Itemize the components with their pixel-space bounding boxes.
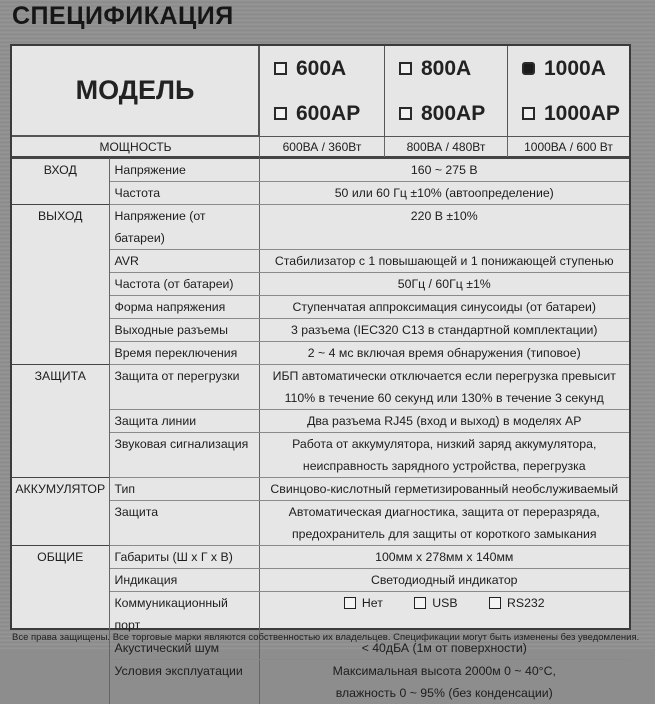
param-value: 50 или 60 Гц ±10% (автоопределение)	[259, 182, 629, 205]
param-value	[259, 592, 629, 637]
checkbox-icon[interactable]	[344, 597, 356, 609]
param-value: 3 разъема (IEC320 C13 в стандартной комплектации)	[259, 319, 629, 342]
option-label: USB	[432, 592, 457, 614]
param-label: Тип	[109, 478, 259, 501]
model-option-600a[interactable]	[259, 46, 384, 91]
checkbox-icon[interactable]	[274, 107, 287, 120]
param-label: Форма напряжения	[109, 296, 259, 319]
checkbox-icon[interactable]	[399, 107, 412, 120]
port-option-rs232[interactable]	[489, 592, 545, 614]
spec-sheet	[10, 44, 631, 630]
param-value	[259, 660, 629, 704]
param-label: Габариты (Ш х Г х В)	[109, 546, 259, 569]
param-value	[259, 433, 629, 478]
checkbox-icon[interactable]	[414, 597, 426, 609]
power-value: 800ВА / 480Вт	[384, 137, 507, 157]
param-label: Напряжение (от батареи)	[109, 205, 259, 250]
param-label: Коммуникационный порт	[109, 592, 259, 637]
param-value: 50Гц / 60Гц ±1%	[259, 273, 629, 296]
page-title: СПЕЦИФИКАЦИЯ	[12, 2, 234, 31]
value-line: Работа от аккумулятора, низкий заряд аккумулятора,	[265, 433, 625, 455]
param-value: Свинцово-кислотный герметизированный необслуживаемый	[259, 478, 629, 501]
param-label: Выходные разъемы	[109, 319, 259, 342]
value-line: Автоматическая диагностика, защита от переразряда,	[265, 501, 625, 523]
power-row	[12, 136, 629, 158]
model-option-800ap[interactable]	[384, 91, 507, 136]
option-label: Нет	[362, 592, 383, 614]
model-header: МОДЕЛЬ	[12, 46, 259, 136]
table-row	[12, 365, 629, 410]
value-line: Максимальная высота 2000м 0 ~ 40°C,	[265, 660, 625, 682]
param-label: Частота (от батареи)	[109, 273, 259, 296]
model-option-1000a[interactable]	[507, 46, 629, 91]
param-value: 160 ~ 275 В	[259, 159, 629, 182]
param-label: Индикация	[109, 569, 259, 592]
model-label: 800A	[421, 57, 471, 81]
param-value: Светодиодный индикатор	[259, 569, 629, 592]
section-label: ВЫХОД	[12, 205, 109, 365]
port-option-none[interactable]	[344, 592, 383, 614]
param-value: 220 В ±10%	[259, 205, 629, 250]
param-label: Частота	[109, 182, 259, 205]
table-row	[12, 478, 629, 501]
param-value: Два разъема RJ45 (вход и выход) в моделях AP	[259, 410, 629, 433]
port-option-usb[interactable]	[414, 592, 457, 614]
param-value	[259, 365, 629, 410]
checkbox-icon[interactable]	[522, 107, 535, 120]
table-row	[12, 205, 629, 250]
spec-table	[12, 158, 629, 704]
power-label: МОЩНОСТЬ	[12, 137, 259, 157]
checkbox-icon[interactable]	[399, 62, 412, 75]
param-value: Ступенчатая аппроксимация синусоиды (от батареи)	[259, 296, 629, 319]
param-label: Акустический шум	[109, 637, 259, 660]
param-value: < 40дБА (1м от поверхности)	[259, 637, 629, 660]
section-label: АККУМУЛЯТОР	[12, 478, 109, 546]
section-label: ВХОД	[12, 159, 109, 205]
checkbox-icon[interactable]	[274, 62, 287, 75]
param-value	[259, 501, 629, 546]
value-line: неисправность зарядного устройства, перегрузка	[265, 455, 625, 477]
param-value: 2 ~ 4 мс включая время обнаружения (типовое)	[259, 342, 629, 365]
checkbox-checked-icon[interactable]	[522, 62, 535, 75]
section-label: ОБЩИЕ	[12, 546, 109, 704]
value-line: ИБП автоматически отключается если перегрузка превысит	[265, 365, 625, 387]
table-row	[12, 159, 629, 182]
model-label: 600A	[296, 57, 346, 81]
param-value: 100мм x 278мм x 140мм	[259, 546, 629, 569]
model-label: 800AP	[421, 102, 485, 126]
power-value: 1000ВА / 600 Вт	[507, 137, 629, 157]
value-line: влажность 0 ~ 95% (без конденсации)	[265, 682, 625, 704]
model-option-600ap[interactable]	[259, 91, 384, 136]
checkbox-icon[interactable]	[489, 597, 501, 609]
model-option-1000ap[interactable]	[507, 91, 629, 136]
power-value: 600ВА / 360Вт	[259, 137, 384, 157]
table-row	[12, 546, 629, 569]
section-label: ЗАЩИТА	[12, 365, 109, 478]
value-line: предохранитель для защиты от короткого замыкания	[265, 523, 625, 545]
param-label: Защита	[109, 501, 259, 546]
param-label: Защита от перегрузки	[109, 365, 259, 410]
model-label: 600AP	[296, 102, 360, 126]
model-option-800a[interactable]	[384, 46, 507, 91]
model-label: 1000AP	[544, 102, 620, 126]
param-label: Напряжение	[109, 159, 259, 182]
model-label: 1000A	[544, 57, 606, 81]
param-value: Стабилизатор с 1 повышающей и 1 понижающей ступенью	[259, 250, 629, 273]
value-line: 110% в течение 60 секунд или 130% в течение 3 секунд	[265, 387, 625, 409]
param-label: AVR	[109, 250, 259, 273]
footer-disclaimer: Все права защищены. Все торговые марки являются собственностью их владельцев. Спецификации могут быть изменены без уведомления.	[12, 632, 642, 643]
option-label: RS232	[507, 592, 545, 614]
param-label: Время переключения	[109, 342, 259, 365]
param-label: Условия эксплуатации	[109, 660, 259, 704]
param-label: Защита линии	[109, 410, 259, 433]
param-label: Звуковая сигнализация	[109, 433, 259, 478]
